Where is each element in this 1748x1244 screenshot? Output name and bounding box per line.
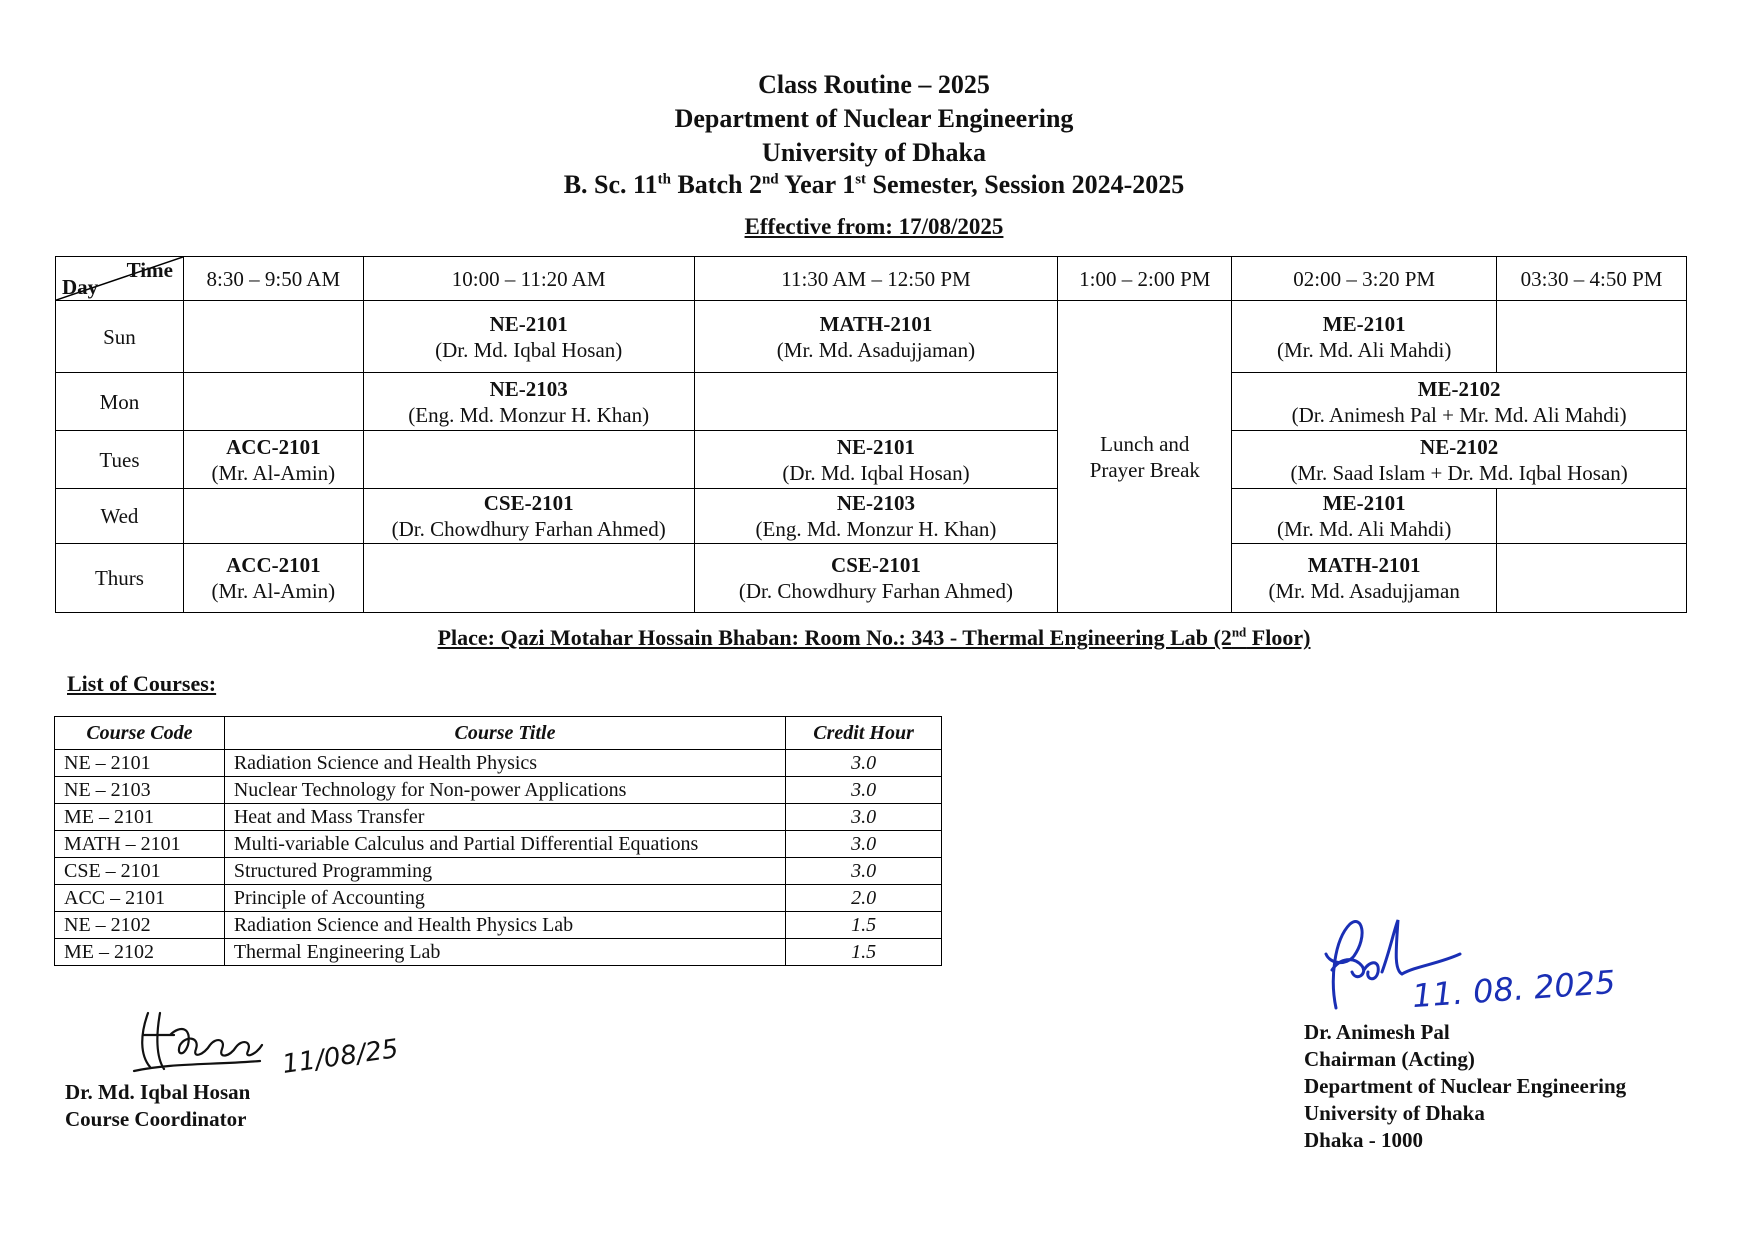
column-header: Course Code (55, 717, 225, 750)
class-slot (183, 543, 363, 612)
teacher-name: (Eng. Md. Monzur H. Khan) (755, 516, 997, 541)
routine-row-sun (56, 301, 1687, 373)
class-slot (1232, 431, 1687, 488)
course-title: Heat and Mass Transfer (224, 804, 785, 831)
course-code: NE-2102 (1420, 434, 1499, 459)
course-code: NE-2103 (489, 376, 568, 401)
class-slot (1232, 301, 1497, 373)
teacher-name: (Dr. Chowdhury Farhan Ahmed) (738, 578, 1014, 603)
empty-slot (1497, 301, 1687, 373)
course-code: MATH-2101 (1307, 552, 1421, 577)
course-code: ACC-2101 (226, 552, 321, 577)
university-name: University of Dhaka (762, 138, 986, 167)
course-title: Principle of Accounting (224, 885, 785, 912)
course-code: ACC – 2101 (55, 885, 225, 912)
batch-semester-line: B. Sc. 11th Batch 2nd Year 1st Semester, Session 2024-2025 (563, 170, 1185, 199)
credit-hour: 1.5 (786, 939, 942, 966)
day-corner-label: Day (62, 275, 99, 300)
course-row (55, 885, 942, 912)
teacher-name: (Mr. Md. Ali Mahdi) (1276, 516, 1452, 541)
chairman-role: Chairman (Acting) (1304, 1047, 1475, 1071)
chairman-handwritten-date: 11. 08. 2025 (1410, 962, 1617, 1016)
course-code: MATH-2101 (819, 311, 933, 336)
teacher-name: (Mr. Md. Asadujjaman (1268, 578, 1460, 603)
course-row (55, 750, 942, 777)
class-slot (694, 301, 1058, 373)
column-header: Course Title (224, 717, 785, 750)
routine-header-row (56, 257, 1687, 301)
credit-hour: 1.5 (786, 912, 942, 939)
course-list-header-row (55, 717, 942, 750)
course-row (55, 912, 942, 939)
credit-hour: 3.0 (786, 750, 942, 777)
chairman-city: Dhaka - 1000 (1304, 1128, 1424, 1152)
time-slot-header: 10:00 – 11:20 AM (363, 257, 694, 301)
day-time-corner-cell (56, 257, 184, 301)
coordinator-handwritten-date: 11/08/25 (280, 1034, 401, 1080)
department-name: Department of Nuclear Engineering (674, 104, 1074, 133)
day-label: Thurs (56, 543, 184, 612)
class-slot (183, 431, 363, 488)
teacher-name: (Mr. Md. Asadujjaman) (776, 337, 976, 362)
teacher-name: (Dr. Md. Iqbal Hosan) (782, 460, 970, 485)
course-code: CSE – 2101 (55, 858, 225, 885)
empty-slot (363, 431, 694, 488)
credit-hour: 2.0 (786, 885, 942, 912)
teacher-name: (Mr. Al-Amin) (211, 578, 336, 603)
time-slot-header: 1:00 – 2:00 PM (1058, 257, 1232, 301)
routine-row-thurs (56, 543, 1687, 612)
course-code: ME-2102 (1417, 376, 1501, 401)
time-slot-header: 02:00 – 3:20 PM (1232, 257, 1497, 301)
course-row (55, 804, 942, 831)
course-title: Structured Programming (224, 858, 785, 885)
teacher-name: (Dr. Md. Iqbal Hosan) (435, 337, 623, 362)
class-slot (1232, 543, 1497, 612)
course-code: ME-2101 (1322, 490, 1406, 515)
time-slot-header: 03:30 – 4:50 PM (1497, 257, 1687, 301)
credit-hour: 3.0 (786, 777, 942, 804)
class-place: Place: Qazi Motahar Hossain Bhaban: Room No.: 343 - Thermal Engineering Lab (2nd Floor) (437, 625, 1311, 651)
chairman-signature-block (1304, 1019, 1626, 1154)
course-code: NE-2101 (836, 434, 916, 459)
course-row (55, 777, 942, 804)
course-list-heading: List of Courses: (67, 671, 217, 696)
teacher-name: (Mr. Md. Ali Mahdi) (1276, 337, 1452, 362)
routine-row-tues (56, 431, 1687, 488)
routine-title: Class Routine – 2025 (758, 70, 990, 99)
class-slot (363, 373, 694, 431)
course-code: ME-2101 (1322, 311, 1406, 336)
chairman-name: Dr. Animesh Pal (1304, 1020, 1450, 1044)
teacher-name: (Dr. Animesh Pal + Mr. Md. Ali Mahdi) (1291, 402, 1627, 427)
credit-hour: 3.0 (786, 804, 942, 831)
course-code: NE-2101 (489, 311, 568, 336)
effective-date: Effective from: 17/08/2025 (744, 214, 1004, 239)
lunch-break-cell: Lunch and Prayer Break (1058, 301, 1232, 613)
course-code: ME – 2101 (55, 804, 225, 831)
course-title: Multi-variable Calculus and Partial Differential Equations (224, 831, 785, 858)
empty-slot (363, 543, 694, 612)
routine-row-wed (56, 488, 1687, 543)
time-corner-label: Time (126, 258, 173, 282)
course-title: Radiation Science and Health Physics (224, 750, 785, 777)
teacher-name: (Mr. Al-Amin) (211, 460, 336, 485)
class-slot (694, 488, 1058, 543)
course-code: ME – 2102 (55, 939, 225, 966)
class-slot (1232, 373, 1687, 431)
course-code: NE – 2103 (55, 777, 225, 804)
column-header: Credit Hour (786, 717, 942, 750)
empty-slot (183, 373, 363, 431)
day-label: Tues (56, 431, 184, 488)
course-code: CSE-2101 (483, 490, 574, 515)
chairman-department: Department of Nuclear Engineering (1304, 1074, 1627, 1098)
coordinator-signature-block (65, 1079, 250, 1133)
class-slot (694, 543, 1058, 612)
teacher-name: (Eng. Md. Monzur H. Khan) (408, 402, 650, 427)
class-slot (363, 488, 694, 543)
routine-row-mon (56, 373, 1687, 431)
day-label: Mon (56, 373, 184, 431)
course-title: Nuclear Technology for Non-power Applications (224, 777, 785, 804)
course-list-table (54, 716, 942, 966)
empty-slot (183, 301, 363, 373)
course-code: NE – 2101 (55, 750, 225, 777)
course-code: NE-2103 (836, 490, 916, 515)
time-slot-header: 11:30 AM – 12:50 PM (694, 257, 1058, 301)
empty-slot (183, 488, 363, 543)
empty-slot (694, 373, 1058, 431)
class-slot (1232, 488, 1497, 543)
course-title: Radiation Science and Health Physics Lab (224, 912, 785, 939)
credit-hour: 3.0 (786, 858, 942, 885)
time-slot-header: 8:30 – 9:50 AM (183, 257, 363, 301)
coordinator-name: Dr. Md. Iqbal Hosan (65, 1080, 251, 1104)
coordinator-role: Course Coordinator (65, 1107, 247, 1131)
routine-table (55, 256, 1687, 613)
teacher-name: (Mr. Saad Islam + Dr. Md. Iqbal Hosan) (1290, 460, 1628, 485)
chairman-university: University of Dhaka (1304, 1101, 1485, 1125)
course-code: NE – 2102 (55, 912, 225, 939)
credit-hour: 3.0 (786, 831, 942, 858)
day-label: Sun (56, 301, 184, 373)
class-slot (363, 301, 694, 373)
course-row (55, 939, 942, 966)
empty-slot (1497, 543, 1687, 612)
teacher-name: (Dr. Chowdhury Farhan Ahmed) (391, 516, 666, 541)
course-row (55, 831, 942, 858)
course-code: ACC-2101 (226, 434, 321, 459)
course-row (55, 858, 942, 885)
day-label: Wed (56, 488, 184, 543)
course-title: Thermal Engineering Lab (224, 939, 785, 966)
empty-slot (1497, 488, 1687, 543)
class-slot (694, 431, 1058, 488)
course-code: MATH – 2101 (55, 831, 225, 858)
course-code: CSE-2101 (831, 552, 921, 577)
